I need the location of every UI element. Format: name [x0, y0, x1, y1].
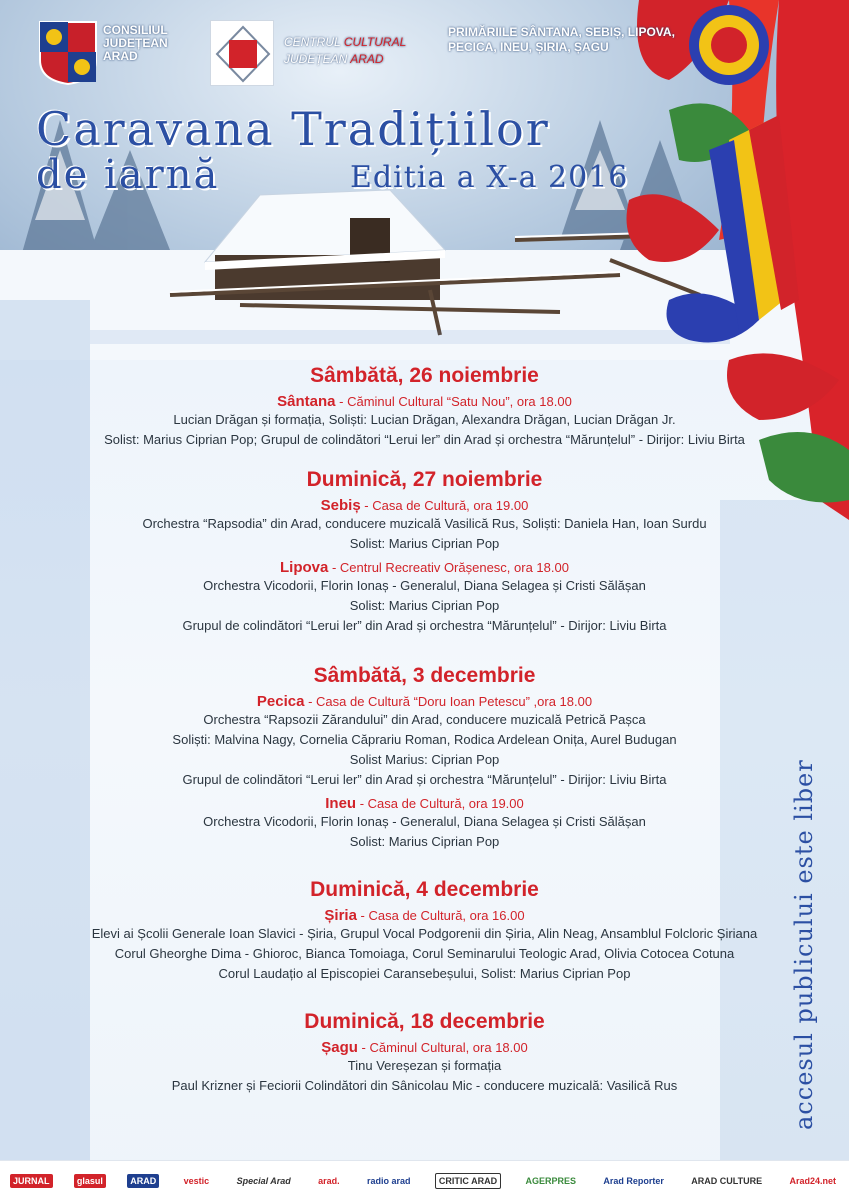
venue-city: Sântana [277, 393, 336, 410]
primarii-text [448, 25, 708, 55]
event-line: Solist: Marius Ciprian Pop [349, 598, 500, 613]
venue-city: Lipova [280, 559, 329, 576]
event-day: Duminică, 18 decembrie [304, 1010, 545, 1033]
venue-place: - Căminul Cultural, ora 18.00 [357, 1040, 528, 1055]
event-day: Duminică, 27 noiembrie [306, 468, 543, 491]
cj-line-1: CONSILIUL [103, 23, 168, 37]
consiliul-judetean-text [103, 24, 168, 63]
event-line: Lucian Drăgan și formația, Soliști: Lucian Drăgan, Alexandra Drăgan, Lucian Drăgan Jr. [173, 412, 676, 427]
sponsor-logo: vestic [183, 1175, 210, 1186]
event-day: Sâmbătă, 3 decembrie [313, 664, 536, 687]
title-line-2: de iarnă [36, 152, 220, 198]
event-line: Soliști: Malvina Nagy, Cornelia Căprariu Roman, Rodica Ardelean Onița, Aurel Budugan [172, 732, 677, 747]
event-line: Corul Laudațio al Episcopiei Caransebeșului, Solist: Marius Ciprian Pop [218, 966, 631, 981]
centrul-cultural-logo-icon [211, 21, 275, 87]
event-venue [0, 907, 849, 924]
event-day: Duminică, 4 decembrie [310, 878, 539, 901]
venue-place: - Casa de Cultură, ora 19.00 [360, 498, 529, 513]
program [0, 360, 849, 1096]
sponsor-logo: Arad24.net [789, 1175, 836, 1186]
event-line: Paul Krizner și Feciorii Colindători din Sânicolau Mic - conducere muzicală: Vasilică Rus [171, 1078, 678, 1093]
centrul-cultural-text [284, 34, 406, 68]
event-line: Orchestra “Rapsodia” din Arad, conducere muzicală Vasilică Rus, Soliști: Daniela Han, Ioan Surdu [142, 516, 707, 531]
primarii-line-1: PRIMĂRIILE SÂNTANA, SEBIȘ, LIPOVA, [448, 25, 675, 39]
cj-line-2: JUDEȚEAN [103, 36, 168, 50]
event-venue [0, 1039, 849, 1056]
event-line: Corul Gheorghe Dima - Ghioroc, Bianca Tomoiaga, Corul Seminarului Teologic Arad, Olivia Cotocea Cotuna [114, 946, 735, 961]
centrul-cultural-logo [210, 20, 274, 86]
sponsor-logo: ARAD [127, 1174, 159, 1188]
event-line: Grupul de colindători “Lerui ler” din Arad și orchestra “Mărunțelul” - Dirijor: Liviu Birta [182, 772, 667, 787]
event-line: Solist: Marius Ciprian Pop [349, 536, 500, 551]
venue-place: - Căminul Cultural “Satu Nou”, ora 18.00 [335, 394, 572, 409]
event-venue [0, 497, 849, 514]
venue-city: Sebiș [320, 497, 361, 514]
venue-city: Pecica [256, 693, 305, 710]
venue-city: Șiria [324, 907, 357, 924]
free-access-text: accesul publicului este liber [790, 759, 818, 1130]
venue-place: - Centrul Recreativ Orășenesc, ora 18.00 [328, 560, 569, 575]
sponsor-logo: JURNAL [10, 1174, 53, 1188]
event-line: Tinu Vereșezan și formația [347, 1058, 502, 1073]
sponsor-logo: radio arad [367, 1175, 411, 1186]
venue-city: Ineu [325, 795, 357, 812]
sponsor-logo: ARAD CULTURE [691, 1175, 763, 1186]
sponsor-bar [0, 1160, 849, 1200]
event-line: Solist: Marius Ciprian Pop [349, 834, 500, 849]
sponsor-logo: glasul [74, 1174, 106, 1188]
event-line: Grupul de colindători “Lerui ler” din Arad și orchestra “Mărunțelul” - Dirijor: Liviu Birta [182, 618, 667, 633]
edition-text: Editia a X-a 2016 [350, 160, 629, 195]
venue-place: - Casa de Cultură “Doru Ioan Petescu” ,ora 18.00 [304, 694, 593, 709]
event-line: Orchestra “Rapsozii Zărandului” din Arad, conducere muzicală Petrică Pașca [203, 712, 646, 727]
sponsor-logo: AGERPRES [525, 1175, 576, 1186]
event-venue [0, 559, 849, 576]
event-line: Orchestra Vicodorii, Florin Ionaș - Generalul, Diana Selagea și Cristi Sălășan [203, 578, 646, 593]
event-line: Orchestra Vicodorii, Florin Ionaș - Generalul, Diana Selagea și Cristi Sălășan [203, 814, 646, 829]
sponsor-logo: CRITIC ARAD [435, 1173, 501, 1189]
sponsor-logo: arad. [318, 1175, 340, 1186]
cj-line-3: ARAD [103, 49, 138, 63]
cc-word-centrul: CENTRUL [284, 35, 341, 49]
event-day: Sâmbătă, 26 noiembrie [310, 364, 539, 387]
primarii-line-2: PECICA, INEU, ȘIRIA, ȘAGU [448, 40, 609, 54]
cc-word-judetean: JUDEȚEAN [284, 52, 348, 66]
cc-word-cultural: CULTURAL [343, 35, 407, 49]
title-line-1: Caravana Tradițiilor [36, 102, 550, 156]
event-venue [0, 693, 849, 710]
event-line: Solist: Marius Ciprian Pop; Grupul de colindători “Lerui ler” din Arad și orchestra “Mărunțelul” - Dirijor: Liviu Birta [104, 432, 745, 447]
event-venue [0, 795, 849, 812]
arad-county-coat-of-arms-icon [38, 20, 98, 86]
sponsor-logo: Special Arad [236, 1175, 291, 1186]
event-venue [0, 393, 849, 410]
sponsor-logo: Arad Reporter [603, 1175, 664, 1186]
event-line: Solist Marius: Ciprian Pop [349, 752, 500, 767]
venue-place: - Casa de Cultură, ora 19.00 [356, 796, 524, 811]
venue-city: Șagu [321, 1039, 358, 1056]
cc-word-arad: ARAD [350, 52, 384, 66]
venue-place: - Casa de Cultură, ora 16.00 [356, 908, 525, 923]
event-line: Elevi ai Școlii Generale Ioan Slavici - Șiria, Grupul Vocal Podgorenii din Șiria, Alin Neag, Ansamblul Folcloric Șiriana [91, 926, 758, 941]
